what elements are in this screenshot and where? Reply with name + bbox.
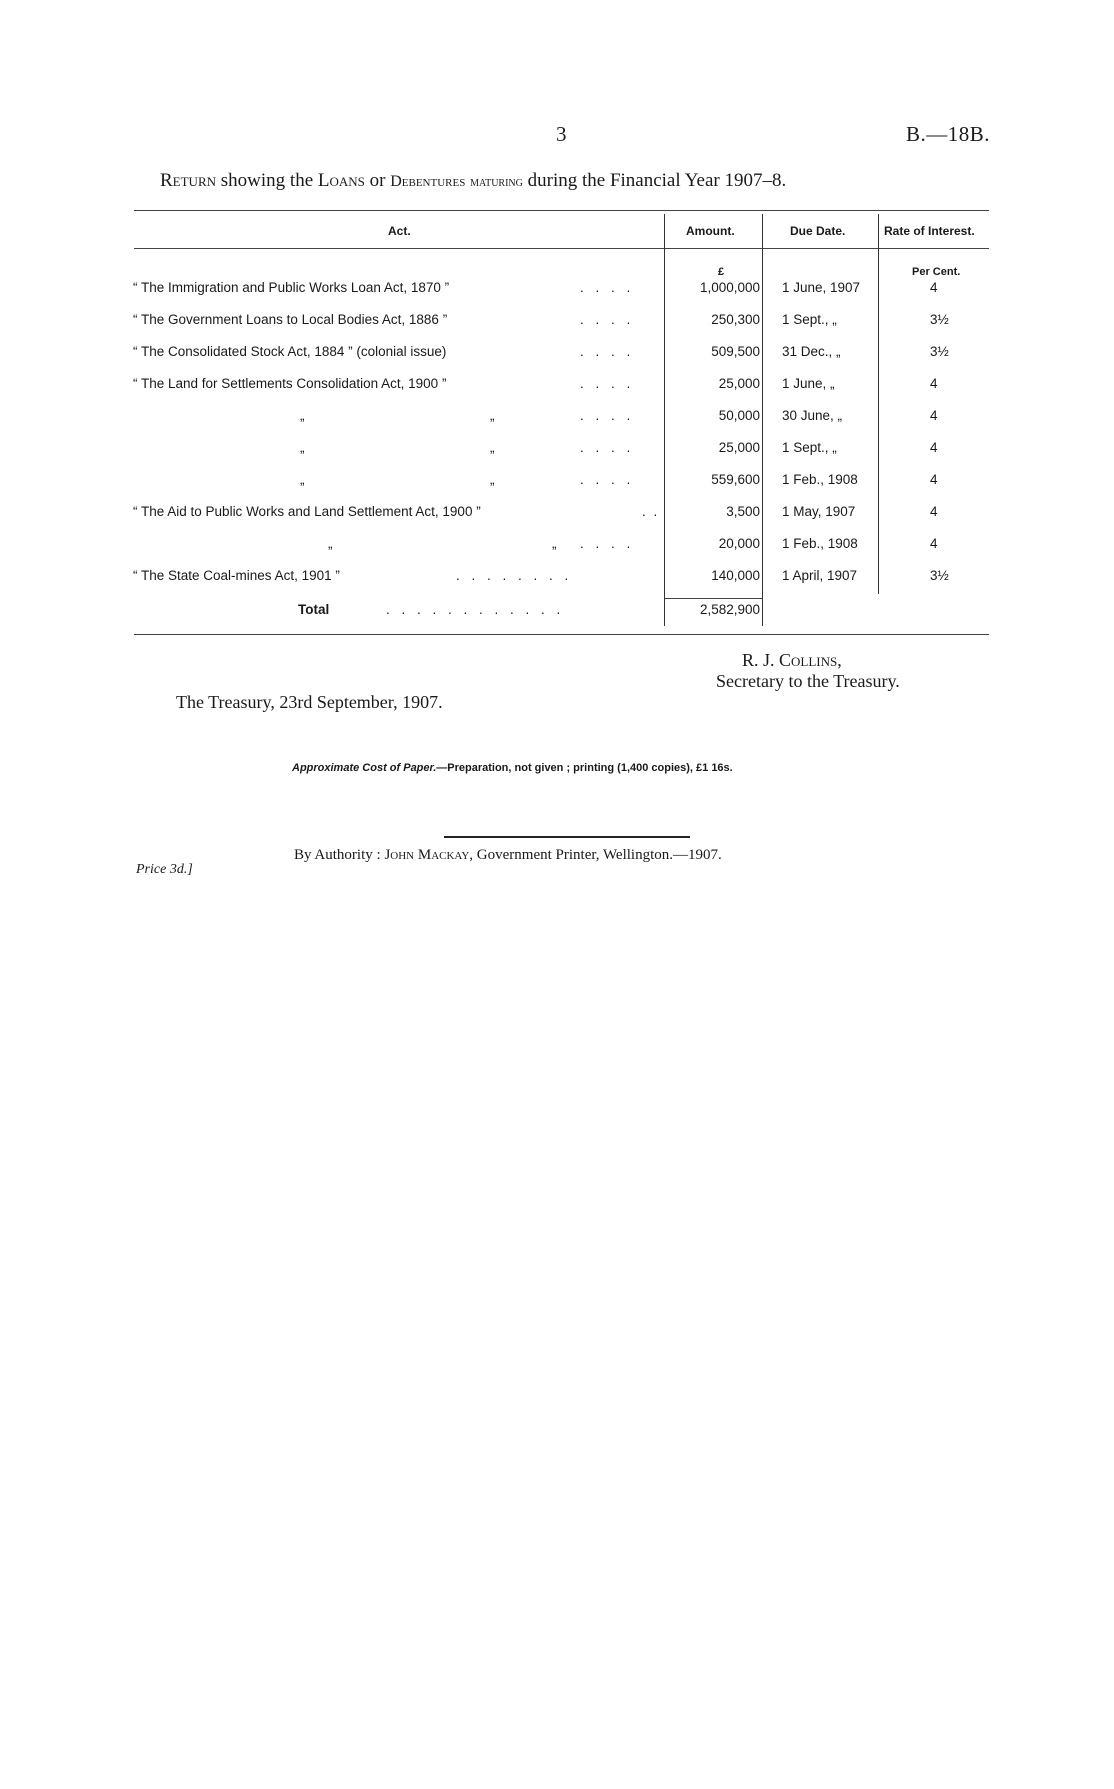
dot-leaders: . . . . . . . . . . . . — [386, 602, 565, 617]
dot-leaders: . . . . — [580, 344, 635, 359]
row-act: “ The Consolidated Stock Act, 1884 ” (colonial issue) — [133, 344, 447, 359]
total-amount: 2,582,900 — [699, 602, 760, 617]
row-rate: 4 — [930, 408, 938, 423]
row-rate: 4 — [930, 376, 938, 391]
row-due-date: 1 May, 1907 — [782, 504, 856, 519]
row-rate: 3½ — [930, 312, 949, 327]
row-rate: 4 — [930, 280, 938, 295]
table-total-row — [0, 602, 1114, 626]
row-due-date: 1 June, „ — [782, 376, 835, 391]
row-amount: 20,000 — [718, 536, 760, 551]
price: Price 3d.] — [136, 862, 193, 877]
table-row — [0, 280, 1114, 304]
dot-leaders: . . . . — [580, 440, 635, 455]
table-row — [0, 504, 1114, 528]
dot-leaders: . . — [642, 504, 660, 519]
table-bottom-rule — [134, 634, 989, 635]
signatory-name-end: , — [837, 650, 842, 670]
imprint-rule — [444, 836, 690, 838]
column-header-act: Act. — [388, 224, 411, 238]
row-act-ditto: „ — [552, 536, 557, 551]
row-due-date: 1 Feb., 1908 — [782, 536, 858, 551]
row-act: “ The Land for Settlements Consolidation Act, 1900 ” — [133, 376, 447, 391]
column-header-amount: Amount. — [686, 224, 735, 238]
table-row — [0, 376, 1114, 400]
table-row — [0, 344, 1114, 368]
title-word-loans: Loans — [317, 170, 365, 191]
row-act: “ The Aid to Public Works and Land Settlement Act, 1900 ” — [133, 504, 481, 519]
table-row — [0, 440, 1114, 464]
dot-leaders: . . . . — [580, 408, 635, 423]
row-act-ditto: „ — [328, 536, 333, 551]
title-text: showing the — [216, 170, 318, 191]
row-act: “ The Government Loans to Local Bodies Act, 1886 ” — [133, 312, 448, 327]
imprint-prefix: By Authority : — [294, 847, 385, 863]
table-row — [0, 536, 1114, 560]
table-row — [0, 568, 1114, 592]
table-row — [0, 472, 1114, 496]
row-amount: 50,000 — [718, 408, 760, 423]
signatory-initials: R. J. — [742, 650, 780, 670]
row-act-ditto: „ — [300, 440, 305, 455]
row-rate: 4 — [930, 536, 938, 551]
paper-reference: B.—18B. — [906, 122, 991, 146]
printer-imprint — [294, 847, 722, 864]
cost-note-label: Approximate Cost of Paper. — [292, 762, 437, 774]
title-text: or — [364, 170, 391, 191]
row-amount: 559,600 — [711, 472, 760, 487]
amount-unit: £ — [718, 266, 725, 278]
cost-note — [292, 762, 733, 774]
row-act-ditto: „ — [490, 440, 495, 455]
row-act: “ The State Coal-mines Act, 1901 ” — [133, 568, 340, 583]
row-amount: 1,000,000 — [699, 280, 760, 295]
row-rate: 4 — [930, 472, 938, 487]
place-and-date: The Treasury, 23rd September, 1907. — [176, 692, 443, 712]
row-act-ditto: „ — [490, 472, 495, 487]
row-act: “ The Immigration and Public Works Loan Act, 1870 ” — [133, 280, 450, 295]
row-amount: 25,000 — [718, 376, 760, 391]
row-act-ditto: „ — [300, 472, 305, 487]
table-header-rule — [134, 248, 989, 249]
table-row — [0, 408, 1114, 432]
dot-leaders: . . . . — [580, 472, 635, 487]
dot-leaders: . . . . . . . . — [456, 568, 573, 583]
column-header-due-date: Due Date. — [790, 224, 846, 238]
row-amount: 509,500 — [711, 344, 760, 359]
row-amount: 250,300 — [711, 312, 760, 327]
dot-leaders: . . . . — [580, 280, 635, 295]
signatory-name — [742, 650, 842, 671]
row-due-date: 1 June, 1907 — [782, 280, 861, 295]
table-top-rule — [134, 210, 989, 211]
page-number: 3 — [556, 122, 567, 146]
document-title — [160, 170, 786, 192]
cost-note-text: —Preparation, not given ; printing (1,400 copies), £1 16s. — [436, 762, 733, 774]
row-rate: 3½ — [930, 568, 949, 583]
row-act-ditto: „ — [490, 408, 495, 423]
row-due-date: 1 Feb., 1908 — [782, 472, 858, 487]
dot-leaders: . . . . — [580, 376, 635, 391]
total-rule — [664, 598, 762, 599]
row-amount: 3,500 — [726, 504, 760, 519]
printer-name: John Mackay — [384, 847, 470, 863]
row-act-ditto: „ — [300, 408, 305, 423]
signatory-surname: Collins — [779, 650, 838, 670]
signatory-title: Secretary to the Treasury. — [716, 671, 900, 691]
row-due-date: 30 June, „ — [782, 408, 843, 423]
imprint-suffix: , Government Printer, Wellington.—1907. — [469, 847, 722, 863]
row-amount: 25,000 — [718, 440, 760, 455]
total-label: Total — [298, 602, 330, 617]
title-word-return: Return — [160, 170, 217, 191]
title-text: during the Financial Year 1907–8. — [522, 170, 787, 191]
row-rate: 4 — [930, 504, 938, 519]
row-amount: 140,000 — [711, 568, 760, 583]
dot-leaders: . . . . — [580, 312, 635, 327]
rate-unit: Per Cent. — [912, 266, 961, 278]
row-due-date: 31 Dec., „ — [782, 344, 841, 359]
row-rate: 3½ — [930, 344, 949, 359]
column-header-rate: Rate of Interest. — [884, 224, 975, 238]
dot-leaders: . . . . — [580, 536, 635, 551]
row-due-date: 1 Sept., „ — [782, 440, 837, 455]
title-word-maturing: maturing — [470, 175, 523, 190]
row-due-date: 1 April, 1907 — [782, 568, 858, 583]
title-word-debentures: Debentures — [390, 173, 466, 190]
table-row — [0, 312, 1114, 336]
row-rate: 4 — [930, 440, 938, 455]
row-due-date: 1 Sept., „ — [782, 312, 837, 327]
